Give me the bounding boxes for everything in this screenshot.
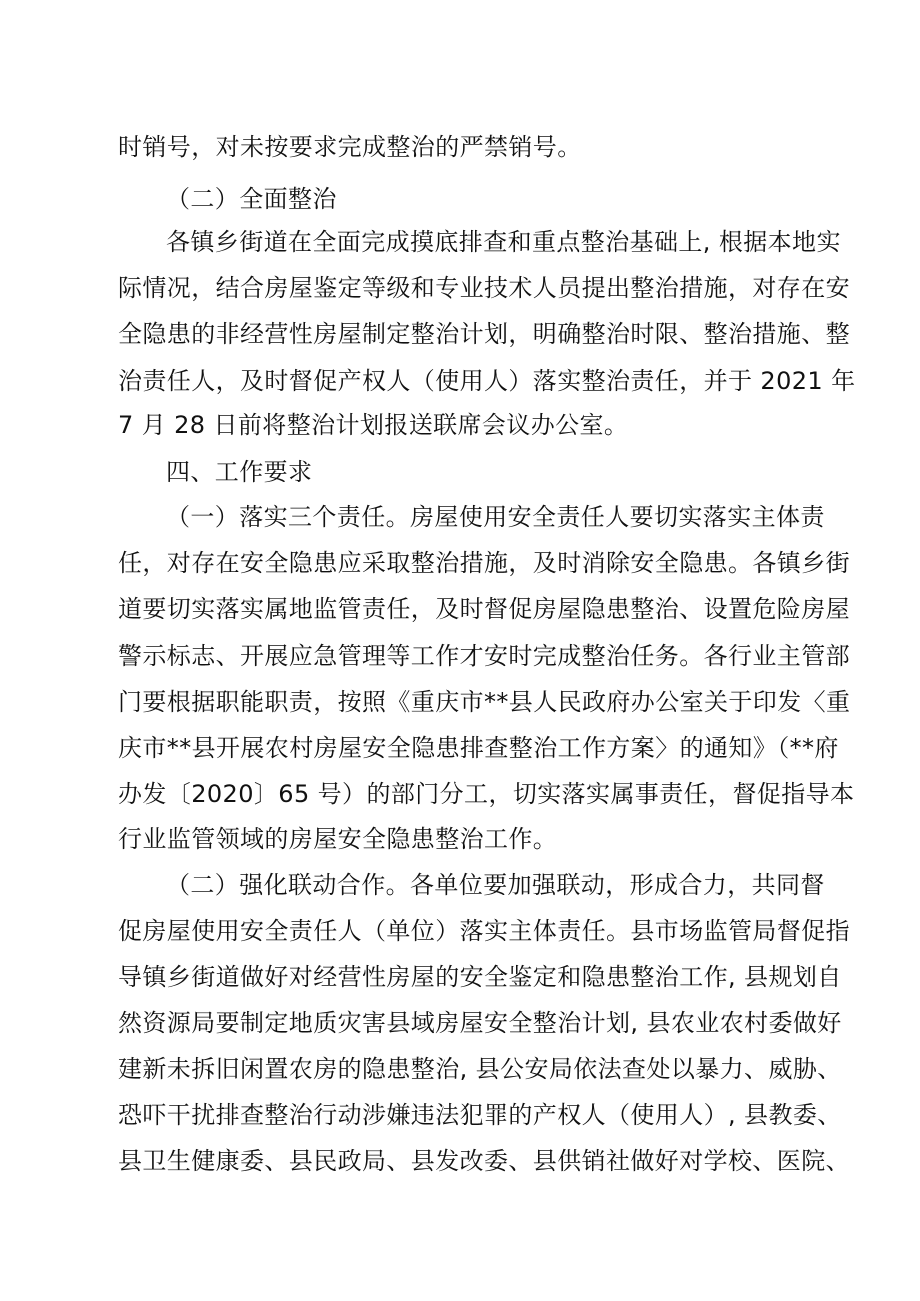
text-line-14: 庆市**县开展农村房屋安全隐患排查整治工作方案〉的通知》（**府 [118,734,839,762]
text-line-21: 建新未拆旧闲置农房的隐患整治, 县公安局依法查处以暴力、威胁、 [118,1055,842,1083]
text-line-11: 道要切实落实属地监管责任，及时督促房屋隐患整治、设置危险房屋 [118,595,850,623]
text-line-19: 导镇乡街道做好对经营性房屋的安全鉴定和隐患整治工作, 县规划自 [118,963,842,991]
text-line-13: 门要根据职能职责，按照《重庆市**县人民政府办公室关于印发〈重 [118,688,851,716]
text-line-10: 任，对存在安全隐患应采取整治措施，及时消除安全隐患。各镇乡街 [118,549,850,577]
text-line-22: 恐吓干扰排查整治行动涉嫌违法犯罪的产权人（使用人）, 县教委、 [118,1101,842,1129]
section-heading-work-requirements: 四、工作要求 [166,458,313,486]
text-line-3: 各镇乡街道在全面完成摸底排查和重点整治基础上, 根据本地实 [166,228,841,256]
text-line-6: 治责任人，及时督促产权人（使用人）落实整治责任，并于 2021 年 [118,367,856,395]
text-line-5: 全隐患的非经营性房屋制定整治计划，明确整治时限、整治措施、整 [118,320,850,348]
text-line-15: 办发〔2020〕65 号）的部门分工，切实落实属事责任，督促指导本 [118,780,855,808]
text-line-16: 行业监管领域的房屋安全隐患整治工作。 [118,825,558,853]
text-line-1: 时销号，对未按要求完成整治的严禁销号。 [118,133,582,161]
text-line-9: （一）落实三个责任。房屋使用安全责任人要切实落实主体责 [166,503,825,531]
subheading-comprehensive-rectification: （二）全面整治 [166,185,337,213]
text-line-18: 促房屋使用安全责任人（单位）落实主体责任。县市场监管局督促指 [118,917,850,945]
text-line-4: 际情况，结合房屋鉴定等级和专业技术人员提出整治措施，对存在安 [118,274,850,302]
text-line-23: 县卫生健康委、县民政局、县发改委、县供销社做好对学校、医院、 [118,1147,850,1175]
text-line-12: 警示标志、开展应急管理等工作才安时完成整治任务。各行业主管部 [118,642,850,670]
text-line-17: （二）强化联动合作。各单位要加强联动，形成合力，共同督 [166,871,825,899]
text-line-20: 然资源局要制定地质灾害县域房屋安全整治计划, 县农业农村委做好 [118,1009,842,1037]
text-line-7: 7 月 28 日前将整治计划报送联席会议办公室。 [118,411,629,439]
